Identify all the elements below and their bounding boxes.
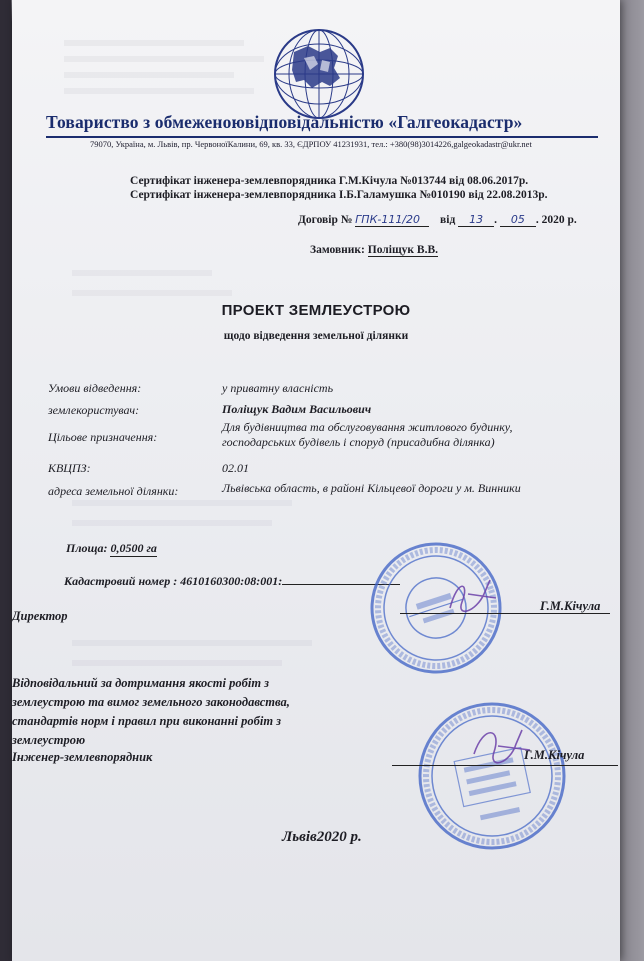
detail-label-user: землекористувач: (48, 403, 140, 417)
client-label: Замовник: (310, 244, 365, 256)
client-line (310, 244, 438, 257)
certificate-line-2: Сертифікат інженера-землевпорядника І.Б.Галамушка №010190 від 22.08.2013р. (130, 189, 548, 201)
detail-value-address: Львівська область, в районі Кільцевої дороги у м. Винники (222, 481, 521, 495)
area-value: 0,0500 га (110, 541, 157, 555)
detail-value-kvcpz: 02.01 (222, 461, 249, 475)
contract-label: Договір № (298, 214, 353, 226)
responsible-line-3: стандартів норм і правил при виконанні робіт з (12, 714, 282, 728)
engineer-certificate-stamp (412, 694, 572, 858)
contract-line: Договір № ГПК-111/20 від 13 . 05 . 2020 р. (298, 213, 577, 226)
header-rule (46, 136, 598, 138)
area-label: Площа: (66, 541, 108, 555)
document-page (12, 0, 620, 961)
contract-number: ГПК-111/20 (355, 213, 429, 227)
contract-from-label: від (440, 214, 456, 226)
detail-label-purpose: Цільове призначення: (48, 430, 158, 444)
cadastral-line (64, 572, 400, 589)
director-label: Директор (12, 609, 68, 623)
responsible-line-2: землеустрою та вимог земельного законодавства, (12, 695, 290, 709)
detail-value-purpose-1: Для будівництва та обслуговування житлового будинку, (222, 420, 513, 434)
city-year: Львів2020 р. (282, 829, 362, 845)
company-address: 79070, Україна, м. Львів, пр. ЧервоноїКалини, 69, кв. 33, ЄДРПОУ 41231931, тел.: +380(98)3014226,galgeokadastr@ukr.net (90, 139, 532, 149)
responsible-line-4: землеустрою (12, 733, 86, 747)
detail-value-purpose-2: господарських будівель і споруд (присадибна ділянка) (222, 435, 495, 449)
client-name: Поліщук В.В. (367, 244, 439, 256)
detail-label-address: адреса земельної ділянки: (48, 484, 179, 498)
detail-label-conditions: Умови відведення: (48, 381, 142, 395)
company-name: Товариство з обмеженоювідповідальністю «Галгеокадастр» (46, 112, 523, 132)
detail-label-kvcpz: КВЦПЗ: (48, 461, 91, 475)
contract-year: 2020 р. (541, 214, 577, 226)
detail-value-conditions: у приватну власність (222, 381, 334, 395)
engineer-name: Г.М.Кічула (524, 748, 585, 762)
director-name: Г.М.Кічула (540, 599, 601, 613)
certificate-line-1: Сертифікат інженера-землевпорядника Г.М.Кічула №013744 від 08.06.2017р. (130, 175, 529, 187)
responsible-line-1: Відповідальний за дотримання якості робіт з (12, 676, 270, 690)
document-subtitle: щодо відведення земельної ділянки (223, 330, 409, 342)
cadastral-label: Кадастровий номер : 4610160300:08:001: (64, 574, 283, 588)
contract-month: 05 (500, 213, 536, 227)
document-title: ПРОЕКТ ЗЕМЛЕУСТРОЮ (221, 302, 411, 319)
engineer-signature-line (392, 765, 618, 766)
responsible-role: Інженер-землевпорядник (12, 750, 153, 764)
area-line (66, 541, 157, 557)
detail-value-user: Поліщук Вадим Васильович (222, 402, 372, 416)
company-seal-stamp (358, 538, 518, 676)
contract-day: 13 (458, 213, 494, 227)
